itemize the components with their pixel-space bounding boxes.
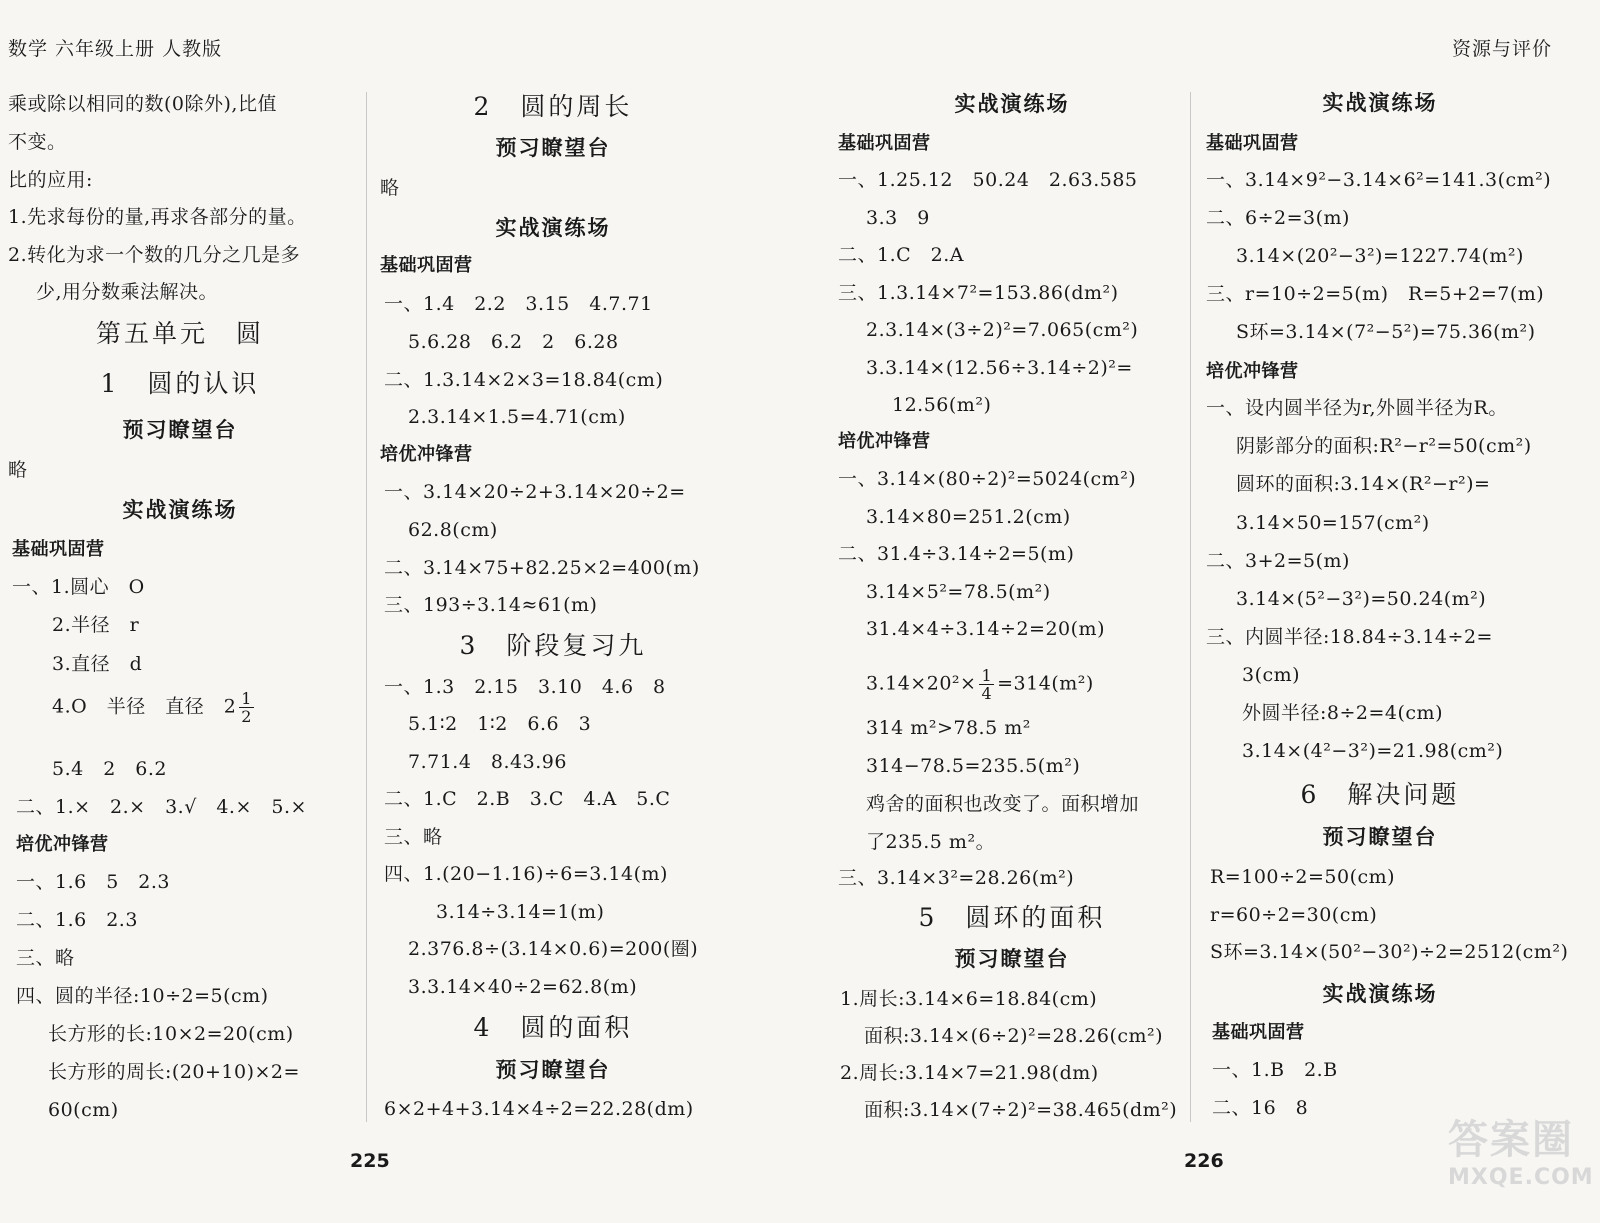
answer-line <box>838 168 1138 192</box>
answer-line <box>866 580 1051 604</box>
header-left: 数学 六年级上册 人教版 <box>8 38 223 60</box>
line-text: 基础巩固营 <box>1206 133 1299 154</box>
category-heading <box>380 254 473 278</box>
line-text: 基础巩固营 <box>12 539 105 560</box>
header-right: 资源与评价 <box>1451 38 1552 60</box>
category-heading <box>16 833 109 857</box>
line-text: 314−78.5=235.5(m²) <box>866 755 1081 777</box>
line-text: 二、16 8 <box>1212 1097 1309 1119</box>
line-text: 4.O 半径 直径 2 <box>52 695 237 718</box>
line-text: 乘或除以相同的数(0除外),比值 <box>8 93 277 115</box>
line-text: S环=3.14×(7²−5²)=75.36(m²) <box>1236 321 1536 343</box>
line-text: 一、3.14×9²−3.14×6²=141.3(cm²) <box>1206 169 1552 191</box>
line-text: 三、3.14×3²=28.26(m²) <box>838 867 1075 889</box>
line-text: 二、3+2=5(m) <box>1206 550 1350 572</box>
answer-line <box>52 757 167 781</box>
answer-line <box>1212 1096 1308 1120</box>
line-text: 一、1.圆心 O <box>12 576 145 598</box>
line-text: 三、r=10÷2=5(m) R=5+2=7(m) <box>1206 283 1545 305</box>
line-text: 二、1.6 2.3 <box>16 909 138 931</box>
line-text: r=60÷2=30(cm) <box>1210 904 1378 926</box>
answer-line <box>1236 511 1430 535</box>
answer-line <box>16 946 75 970</box>
answer-line <box>12 575 145 599</box>
line-text: 阴影部分的面积:R²−r²=50(cm²) <box>1236 435 1532 457</box>
answer-line <box>1242 739 1503 763</box>
line-text: 一、3.14×(80÷2)²=5024(cm²) <box>838 468 1137 490</box>
answer-line <box>408 712 591 736</box>
subsection-heading <box>955 92 1070 116</box>
answer-line <box>864 1024 1163 1048</box>
column-divider <box>366 92 367 1122</box>
answer-line <box>384 1097 694 1121</box>
answer-line <box>1212 1058 1338 1082</box>
answer-line <box>408 518 498 542</box>
page-number-left: 225 <box>350 1150 390 1172</box>
answer-line <box>1242 701 1443 725</box>
answer-line <box>16 870 170 894</box>
line-text: 预习瞭望台 <box>122 417 238 442</box>
answer-line <box>16 984 269 1008</box>
answer-line <box>16 795 307 819</box>
page-number-right: 226 <box>1184 1150 1224 1172</box>
subsection-heading <box>496 136 611 160</box>
watermark-url: MXQE.COM <box>1448 1165 1594 1190</box>
section-title <box>473 1013 633 1042</box>
answer-line <box>48 1060 300 1084</box>
line-text: 预习瞭望台 <box>495 1057 611 1082</box>
answer-line <box>866 318 1138 342</box>
line-text: 2.周长:3.14×7=21.98(dm) <box>840 1062 1099 1084</box>
line-text: 2.转化为求一个数的几分之几是多 <box>8 244 301 266</box>
answer-line <box>840 987 1097 1011</box>
line-text: 1.先求每份的量,再求各部分的量。 <box>8 206 307 228</box>
line-text: 3.3.14×(12.56÷3.14÷2)²= <box>866 357 1133 379</box>
line-text: 3.14×80=251.2(cm) <box>866 506 1071 528</box>
answer-line <box>8 168 93 192</box>
answer-line <box>48 1098 119 1122</box>
answer-line <box>384 787 670 811</box>
answer-line <box>866 356 1133 380</box>
line-text: 四、1.(20−1.16)÷6=3.14(m) <box>384 863 668 885</box>
line-text: 不变。 <box>8 131 67 153</box>
answer-line <box>8 205 307 229</box>
answer-line <box>838 467 1136 491</box>
answer-line <box>866 754 1080 778</box>
line-text: 了235.5 m²。 <box>866 831 996 853</box>
line-text: 略 <box>380 177 400 199</box>
line-text: 实战演练场 <box>1322 981 1438 1006</box>
line-text: 5.6.28 6.2 2 6.28 <box>408 331 619 353</box>
line-text: 第五单元 圆 <box>96 319 265 348</box>
answer-line <box>838 542 1074 566</box>
answer-line <box>8 130 67 154</box>
line-text: 基础巩固营 <box>1212 1022 1305 1043</box>
subsection-heading <box>955 947 1070 971</box>
answer-line <box>864 1098 1177 1122</box>
line-text: 二、1.3.14×2×3=18.84(cm) <box>384 369 664 391</box>
answer-line <box>52 690 257 725</box>
answer-line <box>52 613 139 637</box>
line-text: 基础巩固营 <box>838 133 931 154</box>
answer-line <box>1206 282 1544 306</box>
answer-line <box>408 937 698 961</box>
answer-line <box>1206 625 1493 649</box>
answer-line <box>384 292 653 316</box>
answer-line <box>1206 168 1551 192</box>
answer-line <box>1206 396 1508 420</box>
category-heading <box>838 430 931 454</box>
answer-line <box>866 617 1105 641</box>
subsection-heading <box>123 498 238 522</box>
line-text: 预习瞭望台 <box>954 946 1070 971</box>
line-text: 实战演练场 <box>1322 90 1438 115</box>
line-text: 2.376.8÷(3.14×0.6)=200(圈) <box>408 938 699 960</box>
line-text: 4 圆的面积 <box>473 1013 633 1042</box>
answer-line <box>866 792 1139 816</box>
line-text: 三、内圆半径:18.84÷3.14÷2= <box>1206 626 1493 648</box>
line-text: 实战演练场 <box>954 91 1070 116</box>
fraction <box>239 690 254 725</box>
line-text: 3.14×50=157(cm²) <box>1236 512 1430 534</box>
answer-line <box>52 652 142 676</box>
fraction-denominator: 2 <box>241 707 252 726</box>
answer-line <box>8 92 277 116</box>
line-text: 二、31.4÷3.14÷2=5(m) <box>838 543 1075 565</box>
answer-line <box>1236 587 1486 611</box>
answer-line <box>866 505 1071 529</box>
subsection-heading <box>123 418 238 442</box>
line-text: S环=3.14×(50²−30²)÷2=2512(cm²) <box>1210 941 1569 963</box>
answer-line <box>384 675 666 699</box>
watermark <box>1448 1108 1594 1208</box>
answer-line <box>380 176 400 200</box>
answer-line <box>866 206 930 230</box>
answer-line <box>408 330 619 354</box>
line-text: 二、1.C 2.B 3.C 4.A 5.C <box>384 788 671 810</box>
answer-line <box>36 280 218 304</box>
fraction-denominator: 4 <box>981 684 993 703</box>
line-text: 3.14×5²=78.5(m²) <box>866 581 1051 603</box>
line-text: 1 圆的认识 <box>100 369 260 398</box>
answer-line <box>1210 940 1568 964</box>
line-text: R=100÷2=50(cm) <box>1210 866 1396 888</box>
line-text: 一、设内圆半径为r,外圆半径为R。 <box>1206 397 1508 419</box>
line-text: 培优冲锋营 <box>1206 361 1299 382</box>
answer-line <box>838 243 964 267</box>
line-text: 6 解决问题 <box>1300 780 1460 809</box>
line-text: 长方形的长:10×2=20(cm) <box>48 1023 294 1045</box>
answer-line <box>384 862 668 886</box>
subsection-heading <box>1323 825 1438 849</box>
line-text: 2.半径 r <box>52 614 140 636</box>
line-text: 314 m²>78.5 m² <box>866 717 1031 739</box>
answer-line <box>840 1061 1099 1085</box>
line-text: 3.直径 d <box>52 653 143 675</box>
line-text: 31.4×4÷3.14÷2=20(m) <box>866 618 1105 640</box>
subsection-heading <box>1323 91 1438 115</box>
answer-line <box>1236 472 1490 496</box>
answer-line <box>408 405 626 429</box>
line-text: 培优冲锋营 <box>16 834 109 855</box>
line-text: 5 圆环的面积 <box>918 903 1106 932</box>
line-text: 5.4 2 6.2 <box>52 758 168 780</box>
category-heading <box>12 538 105 562</box>
subsection-heading <box>496 1058 611 1082</box>
answer-line <box>1236 434 1532 458</box>
answer-line <box>408 975 637 999</box>
fraction-numerator: 1 <box>981 666 993 685</box>
line-text: 2 圆的周长 <box>473 92 633 121</box>
line-text: 实战演练场 <box>122 497 238 522</box>
watermark-logo: 答案圈 <box>1448 1117 1574 1163</box>
line-text: 一、1.3 2.15 3.10 4.6 8 <box>384 676 666 698</box>
line-text: 12.56(m²) <box>892 394 992 416</box>
answer-line <box>16 908 138 932</box>
answer-line <box>8 458 28 482</box>
answer-line <box>838 866 1074 890</box>
line-text: 培优冲锋营 <box>838 431 931 452</box>
answer-line <box>1210 903 1377 927</box>
line-text: 少,用分数乘法解决。 <box>36 281 219 303</box>
answer-line <box>1206 206 1350 230</box>
line-text: 三、略 <box>16 947 75 969</box>
line-text: 一、1.25.12 50.24 2.63.585 <box>838 169 1138 191</box>
category-heading <box>380 443 473 467</box>
answer-line <box>1206 549 1350 573</box>
line-text: 3.14÷3.14=1(m) <box>436 901 605 923</box>
section-title <box>459 631 647 660</box>
line-text: 三、193÷3.14≈61(m) <box>384 594 598 616</box>
line-text: 略 <box>8 459 28 481</box>
answer-line <box>384 556 700 580</box>
line-text: 60(cm) <box>48 1099 119 1121</box>
line-text: 7.71.4 8.43.96 <box>408 751 567 773</box>
line-text: 3(cm) <box>1242 664 1301 686</box>
answer-line <box>1242 663 1300 687</box>
section-title <box>96 319 265 348</box>
category-heading <box>1206 132 1299 156</box>
answer-line <box>384 368 663 392</box>
answer-line <box>1236 320 1536 344</box>
line-text: 鸡舍的面积也改变了。面积增加 <box>866 793 1140 815</box>
line-text: 一、1.6 5 2.3 <box>16 871 171 893</box>
answer-line <box>384 593 597 617</box>
line-text: 面积:3.14×(6÷2)²=28.26(cm²) <box>864 1025 1164 1047</box>
line-text: 二、3.14×75+82.25×2=400(m) <box>384 557 700 579</box>
line-text: 四、圆的半径:10÷2=5(cm) <box>16 985 269 1007</box>
line-text: 长方形的周长:(20+10)×2= <box>48 1061 300 1083</box>
line-text: 二、6÷2=3(m) <box>1206 207 1350 229</box>
category-heading <box>1206 360 1299 384</box>
line-text: 二、1.× 2.× 3.√ 4.× 5.× <box>16 796 307 818</box>
line-text: 外圆半径:8÷2=4(cm) <box>1242 702 1443 724</box>
answer-line <box>866 716 1031 740</box>
line-text: 一、1.B 2.B <box>1212 1059 1338 1081</box>
answer-line <box>1210 865 1395 889</box>
answer-line <box>48 1022 294 1046</box>
line-text: 3.14×(4²−3²)=21.98(cm²) <box>1242 740 1504 762</box>
column-divider <box>1190 92 1191 1122</box>
answer-line <box>866 667 1094 702</box>
category-heading <box>1212 1021 1305 1045</box>
line-text: 6×2+4+3.14×4÷2=22.28(dm) <box>384 1098 694 1120</box>
section-title <box>918 903 1106 932</box>
line-text: 1.周长:3.14×6=18.84(cm) <box>840 988 1098 1010</box>
line-text: 3 阶段复习九 <box>459 631 647 660</box>
line-text: 3.14×20²× <box>866 672 977 695</box>
line-text: 3.3 9 <box>866 207 930 229</box>
line-text: 圆环的面积:3.14×(R²−r²)= <box>1236 473 1491 495</box>
line-text: 基础巩固营 <box>380 255 473 276</box>
answer-line <box>436 900 604 924</box>
fraction <box>979 667 994 702</box>
answer-line <box>892 393 991 417</box>
answer-line <box>408 750 567 774</box>
line-text: 三、略 <box>384 826 443 848</box>
answer-line <box>866 830 995 854</box>
fraction-numerator: 1 <box>241 689 252 708</box>
answer-line <box>1236 244 1524 268</box>
answer-line <box>384 480 686 504</box>
line-text: 一、3.14×20÷2+3.14×20÷2= <box>384 481 686 503</box>
line-text: 2.3.14×1.5=4.71(cm) <box>408 406 626 428</box>
line-text: 二、1.C 2.A <box>838 244 965 266</box>
section-title <box>100 369 260 398</box>
answer-line <box>8 243 300 267</box>
subsection-heading <box>496 216 611 240</box>
line-text: 培优冲锋营 <box>380 444 473 465</box>
section-title <box>1300 780 1460 809</box>
line-text: 比的应用: <box>8 169 93 191</box>
line-text: 实战演练场 <box>495 215 611 240</box>
line-text: 3.3.14×40÷2=62.8(m) <box>408 976 638 998</box>
line-text: 预习瞭望台 <box>495 135 611 160</box>
section-title <box>473 92 633 121</box>
line-text: 一、1.4 2.2 3.15 4.7.71 <box>384 293 653 315</box>
line-text: 面积:3.14×(7÷2)²=38.465(dm²) <box>864 1099 1178 1121</box>
line-text: 预习瞭望台 <box>1322 824 1438 849</box>
line-text-after: =314(m²) <box>997 672 1094 695</box>
answer-line <box>384 825 443 849</box>
line-text: 5.1∶2 1∶2 6.6 3 <box>408 713 592 735</box>
subsection-heading <box>1323 982 1438 1006</box>
answer-line <box>838 281 1119 305</box>
category-heading <box>838 132 931 156</box>
line-text: 62.8(cm) <box>408 519 498 541</box>
line-text: 2.3.14×(3÷2)²=7.065(cm²) <box>866 319 1139 341</box>
line-text: 三、1.3.14×7²=153.86(dm²) <box>838 282 1119 304</box>
line-text: 3.14×(20²−3²)=1227.74(m²) <box>1236 245 1524 267</box>
line-text: 3.14×(5²−3²)=50.24(m²) <box>1236 588 1487 610</box>
